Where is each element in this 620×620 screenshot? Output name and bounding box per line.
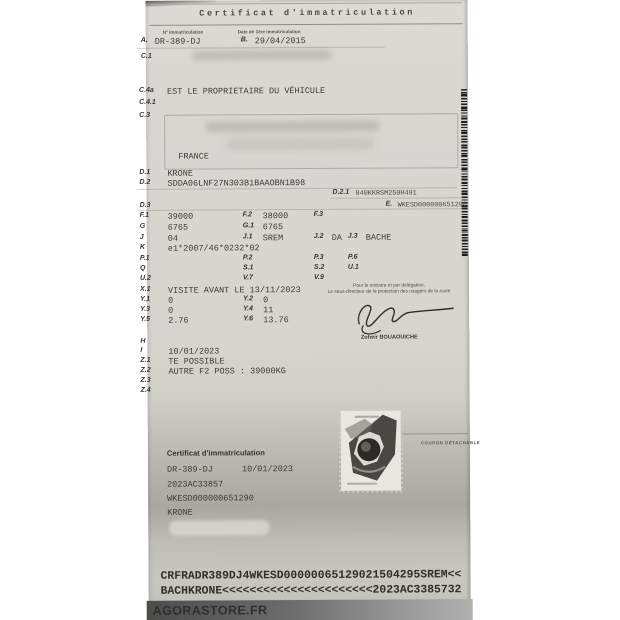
mrz-line-1: CRFRADR389DJ4WKESD00000065129021504295SREM<< [160,569,462,583]
field-y5-label: Y.5 [140,315,151,323]
field-y3-value: 0 [168,305,174,316]
field-z1-label: Z.1 [140,356,151,364]
field-b-label: B. [240,36,248,44]
field-f3-label: F.3 [313,210,324,218]
barcode-icon [461,89,468,257]
field-y4-label: Y.4 [243,305,254,313]
field-z3-label: Z.3 [140,376,151,384]
field-e-value: WKESD000000651290 [397,201,467,210]
field-g1-value: 6765 [262,222,284,233]
field-country-value: FRANCE [178,151,209,162]
field-p2-label: P.2 [242,254,253,262]
field-v9-label: V.9 [313,273,324,281]
field-d3-label: D.3 [139,201,151,209]
field-i-value: 10/01/2023 [168,346,220,357]
field-y6-value: 13.76 [263,315,289,326]
field-i-label: I [140,346,143,354]
field-g-value: 6765 [167,222,189,233]
field-s2-label: S.2 [313,263,325,271]
first-registration-date-label: Date de 1ère immatriculation [237,29,301,35]
field-e-label: E. [385,200,393,208]
redacted-coupon-owner [169,520,269,536]
authority-line-1: Pour le ministre et par délégation, [353,283,425,289]
field-a-label: A. [140,36,148,44]
field-z4-label: Z.4 [140,386,151,394]
redacted-address-line [205,121,380,133]
field-s1-label: S.1 [242,264,254,272]
signatory-name: Zoheir BOUAOUICHE [360,334,418,341]
field-j-value: 04 [167,233,179,244]
redacted-address-line [225,138,375,151]
field-d1-value: KRONE [167,168,193,179]
field-j2-value: DA [331,232,343,243]
field-a-value: DR-389-DJ [154,36,201,47]
watermark-text: AGORASTORE.FR [152,603,268,618]
field-j-label: J [139,233,144,241]
fiscal-stamp-icon [339,409,403,493]
field-v7-label: V.7 [242,274,253,282]
coupon-title: Certificat d'immatriculation [166,448,265,458]
field-p1-label: P.1 [139,254,150,262]
coupon-registration-number: DR-389-DJ [166,464,213,475]
field-y5-value: 2.76 [168,315,189,326]
field-c3-label: C.3 [139,111,151,119]
field-d2-label: D.2 [139,178,151,186]
field-y4-value: 11 [263,305,274,316]
field-h-label: H [140,337,146,345]
field-f2-label: F.2 [242,211,253,219]
field-j1-label: J.1 [242,233,253,241]
field-y3-label: Y.3 [140,305,151,313]
field-f2-value: 38000 [262,211,289,222]
field-g1-label: G.1 [242,222,255,230]
field-k-label: K [139,243,145,251]
field-b-value: 29/04/2015 [254,36,306,47]
field-p3-label: P.3 [313,253,324,261]
field-g-label: G [139,222,146,230]
field-f1-value: 39000 [167,211,194,222]
field-j3-label: J.3 [347,232,358,240]
field-y2-label: Y.2 [243,295,253,303]
field-u1-label: U.1 [347,263,359,271]
field-p6-label: P.6 [347,253,358,261]
field-z2-value: AUTRE F2 POSS : 39000KG [168,366,286,377]
field-d1-label: D.1 [139,168,151,176]
field-y1-value: 0 [168,295,174,306]
mrz-line-2: BACHKRONE<<<<<<<<<<<<<<<<<<<<<<2023AC3385732 [160,584,462,598]
document-title: Certificat d'immatriculation [199,7,415,19]
field-k-value: e1*2007/46*0232*02 [167,243,260,254]
signature-icon [353,295,458,336]
authority-line-2: Le sous-directeur de la protection des usagers de la route [327,289,451,295]
field-j2-label: J.2 [313,232,324,240]
field-y2-value: 0 [263,295,269,306]
coupon-make: KRONE [167,507,193,518]
coupon-certificate-number: 2023AC33857 [167,479,224,490]
field-x1-label: X.1 [140,285,151,293]
field-c1-label: C.1 [140,52,152,60]
registration-number-label: N° Immatriculation [162,29,204,35]
field-d21-value: 040KKRSM250H491 [355,189,417,198]
field-c4a-value: EST LE PROPRIETAIRE DU VÉHICULE [166,85,326,97]
field-y1-label: Y.1 [140,295,150,303]
redacted-owner-name [192,50,332,61]
field-x1-value: VISITE AVANT LE 13/11/2023 [168,285,301,296]
field-u2-label: U.2 [139,274,151,282]
field-f1-label: F.1 [139,211,150,219]
coupon-date: 10/01/2023 [241,464,294,475]
field-y6-label: Y.6 [243,315,254,323]
svg-text:0: 0 [383,469,390,480]
field-c41-label: C.4.1 [139,98,156,106]
field-z1-value: TE POSSIBLE [168,356,225,367]
coupon-vin: WKESD000000651290 [167,493,254,504]
field-d2-value: SDDA06LNF27N303B1BAAOBN1B98 [167,178,306,189]
field-c4a-label: C.4a [138,86,154,94]
field-j1-value: SREM [262,233,284,244]
field-d21-label: D.2.1 [332,188,350,196]
coupon-detachable-label: COUPON DÉTACHABLE [420,440,481,446]
field-q-label: Q [139,264,146,272]
field-j3-value: BACHE [365,232,392,243]
field-z2-label: Z.2 [140,366,151,374]
